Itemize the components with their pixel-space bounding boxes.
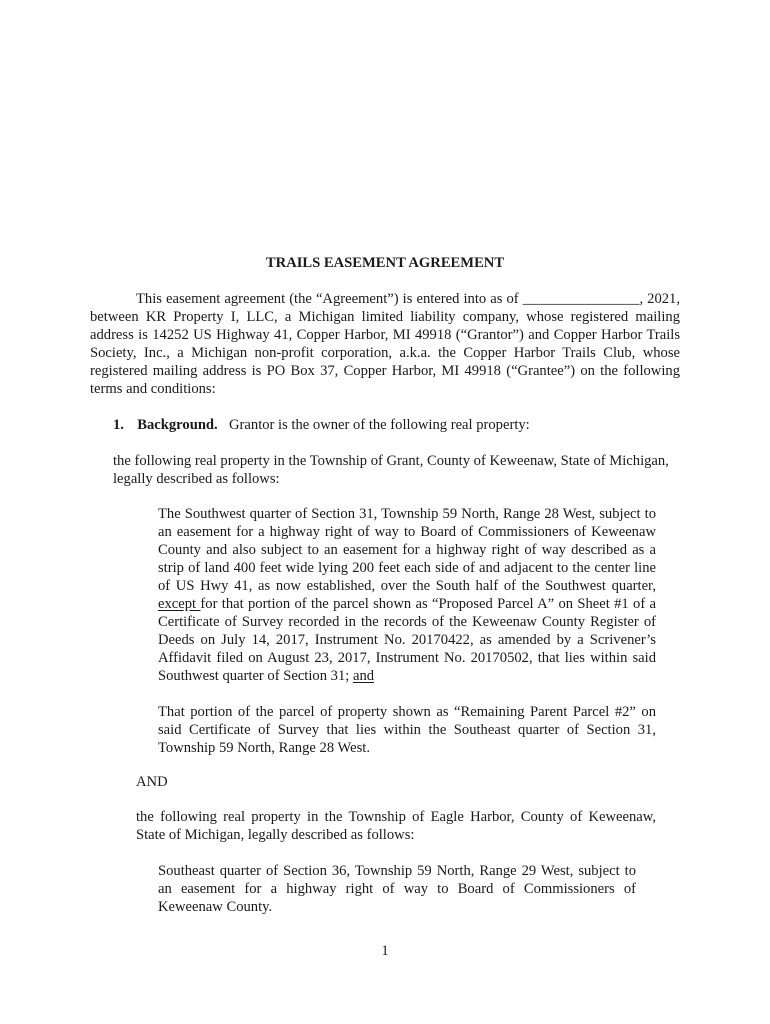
except-underlined: except [158,596,201,612]
legal-description-southeast: Southeast quarter of Section 36, Township 59 North, Range 29 West, subject to an easement for a highway right of way to Board of Commissioners of Keweenaw County. [158,863,636,915]
intro-paragraph [90,290,680,398]
legal-description-southwest [158,505,656,685]
intro-text-part2: , 2021, between KR Property I, LLC, a Michigan limited liability company, whose registered mailing address is 14252 US Highway 41, Copper Harbor, MI 49918 (“Grantor”) and Copper Harbor Trails Society, Inc., a Michigan non-profit corporation, a.k.a. the Copper Harbor Trails Club, whose registered mailing address is PO Box 37, Copper Harbor, MI 49918 (“Grantee”) on the following terms and conditions: [90,291,680,397]
intro-text-part1: This easement agreement (the “Agreement”) is entered into as of [136,291,523,307]
grant-township-lead: the following real property in the Township of Grant, County of Keweenaw, State of Michigan, legally described as follows: [113,453,669,487]
legal-description-part1: The Southwest quarter of Section 31, Township 59 North, Range 28 West, subject to an easement for a highway right of way to Board of Commissioners of Keweenaw County and also subject to an easement for a highway right of way described as a strip of land 400 feet wide lying 200 feet each side of and adjacent to the center line of US Hwy 41, as now established, over the South half of the Southwest quarter, [158,506,656,594]
eagle-harbor-township-lead: the following real property in the Township of Eagle Harbor, County of Keweenaw, State of Michigan, legally described as follows: [136,809,656,843]
page-number: 1 [381,943,389,959]
section-1-text: Grantor is the owner of the following real property: [229,417,530,433]
document-title: TRAILS EASEMENT AGREEMENT [265,255,505,271]
legal-description-part2: for that portion of the parcel shown as “Proposed Parcel A” on Sheet #1 of a Certificate of Survey recorded in the records of the Keweenaw County Register of Deeds on July 14, 2017, Instrument No. 20170422, as amended by a Scrivener’s Affidavit filed on August 23, 2017, Instrument No. 20170502, that lies within said Southwest quarter of Section 31; [158,596,656,684]
section-1-heading [113,416,680,434]
section-1-title: Background. [137,417,218,433]
and-separator: AND [136,774,168,790]
and-underlined: and [352,668,375,684]
legal-description-remaining-parcel: That portion of the parcel of property shown as “Remaining Parent Parcel #2” on said Certificate of Survey that lies within the Southeast quarter of Section 31, Township 59 North, Range 28 West. [158,704,656,756]
section-1-number: 1. [113,417,124,433]
date-blank: ________________ [522,291,640,307]
